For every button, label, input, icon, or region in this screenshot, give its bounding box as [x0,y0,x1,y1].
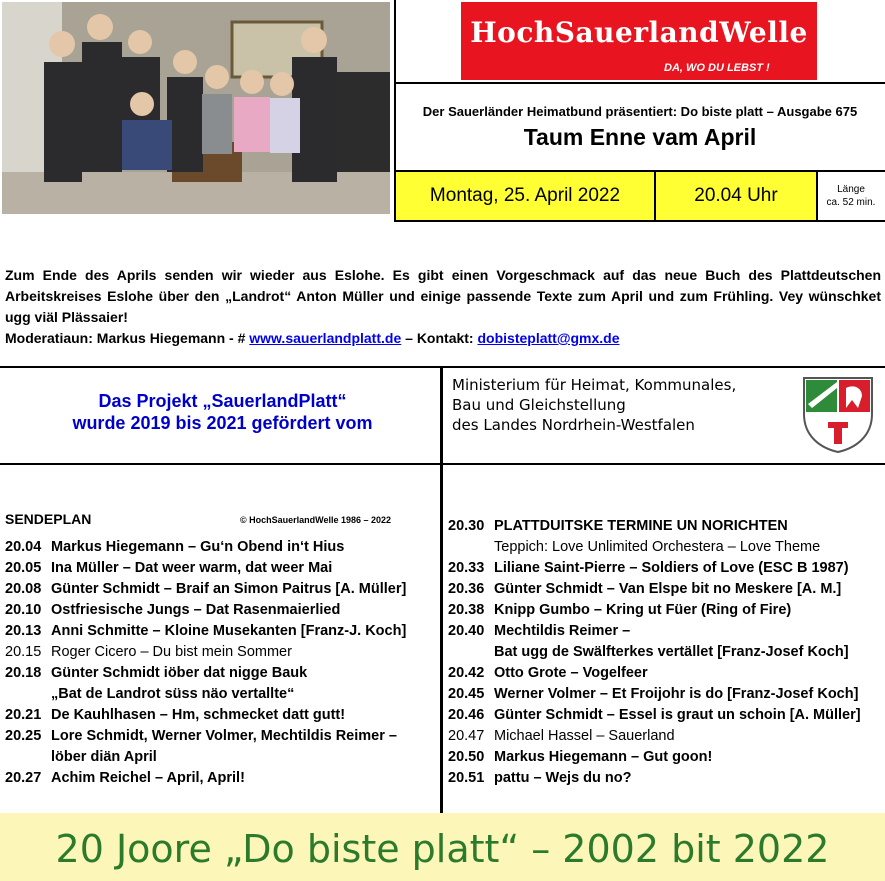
schedule-time: 20.38 [448,602,485,618]
schedule-row [448,621,861,642]
schedule-time: 20.36 [448,581,485,597]
schedule-item: Markus Hiegemann – Gut goon! [494,749,713,765]
logo-title: HochSauerlandWelle [470,16,808,49]
schedule-time: 20.27 [5,770,42,786]
nrw-coat-of-arms-icon [800,374,876,454]
schedule-time: 20.42 [448,665,485,681]
schedule-item: Markus Hiegemann – Gu‘n Obend in‘t Hius [51,539,345,555]
schedule-time: 20.04 [5,539,42,555]
vertical-divider-bottom [440,366,443,815]
broadcast-date-box [396,172,654,220]
broadcast-date: Montag, 25. April 2022 [429,185,621,206]
length-value: ca. 52 min. [826,197,876,208]
schedule-row [5,537,406,558]
horizontal-divider-logo [394,82,885,84]
schedule-row [5,747,406,768]
email-link[interactable]: dobisteplatt@gmx.de [477,330,620,346]
schedule-item: Anni Schmitte – Kloine Musekanten [Franz-J. Koch] [51,623,407,639]
schedule-row [5,768,406,789]
schedule-item: Werner Volmer – Et Froijohr is do [Franz-Josef Koch] [494,686,859,702]
length-label: Länge [837,184,865,195]
copyright-note: © HochSauerlandWelle 1986 – 2022 [240,515,392,525]
horizontal-divider-date [394,220,885,222]
schedule-item: pattu – Wejs du no? [494,770,632,786]
schedule-item: löber diän April [51,749,157,765]
ministry-name [452,375,782,435]
schedule-time: 20.05 [5,560,42,576]
schedule-item: Liliane Saint-Pierre – Soldiers of Love (ESC B 1987) [494,560,849,576]
schedule-time: 20.30 [448,518,485,534]
schedule-time: 20.50 [448,749,485,765]
footer-text: 20 Joore „Do biste platt“ – 2002 bit 2022 [55,827,830,871]
schedule-item: PLATTDUITSKE TERMINE UN NORICHTEN [494,518,788,534]
schedule-row [448,558,861,579]
schedule-item: Michael Hassel – Sauerland [494,728,675,744]
presents-line: Der Sauerländer Heimatbund präsentiert: Do biste platt – Ausgabe 675 [422,104,858,119]
schedule-row [448,747,861,768]
schedule-time: 20.47 [448,728,485,744]
intro-paragraph [5,265,881,349]
schedule-header: SENDEPLAN [5,511,92,527]
broadcast-time: 20.04 Uhr [694,185,778,206]
schedule-item: Roger Cicero – Du bist mein Sommer [51,644,292,660]
schedule-row [448,705,861,726]
contact-prefix: – Kontakt: [401,330,478,346]
project-line-1: Das Projekt „SauerlandPlatt“ [98,391,347,411]
project-funding-text [10,390,435,434]
schedule-row [5,600,406,621]
schedule-item: Ostfriesische Jungs – Dat Rasenmaierlied [51,602,341,618]
schedule-item: De Kauhlhasen – Hm, schmecket datt gutt! [51,707,346,723]
schedule-right-column [448,516,861,789]
schedule-item: Günter Schmidt – Essel is graut un schoin [A. Müller] [494,707,861,723]
logo-slogan: DA, WO DU LEBST ! [664,62,770,74]
schedule-row [5,642,406,663]
schedule-row [5,558,406,579]
schedule-time: 20.51 [448,770,485,786]
schedule-row [5,705,406,726]
schedule-row [448,663,861,684]
schedule-item: Günter Schmidt – Van Elspe bit no Meskere [A. M.] [494,581,842,597]
website-link[interactable]: www.sauerlandplatt.de [249,330,402,346]
schedule-row [448,579,861,600]
schedule-item: Knipp Gumbo – Kring ut Füer (Ring of Fire) [494,602,792,618]
schedule-item: Achim Reichel – April, April! [51,770,245,786]
schedule-time: 20.10 [5,602,42,618]
ministry-line-2: Bau und Gleichstellung [452,396,626,414]
schedule-time: 20.33 [448,560,485,576]
schedule-time: 20.46 [448,707,485,723]
schedule-row [448,537,861,558]
schedule-row [448,642,861,663]
schedule-item: Günter Schmidt – Braif an Simon Paitrus [A. Müller] [51,581,407,597]
schedule-row [448,726,861,747]
schedule-left-column [5,537,406,789]
schedule-item: Mechtildis Reimer – [494,623,631,639]
group-photo [2,2,390,214]
schedule-row [5,621,406,642]
schedule-row [448,768,861,789]
schedule-item: Otto Grote – Vogelfeer [494,665,648,681]
ministry-line-3: des Landes Nordrhein-Westfalen [452,416,695,434]
schedule-time: 20.13 [5,623,42,639]
ministry-line-1: Ministerium für Heimat, Kommunales, [452,376,737,394]
schedule-row [5,579,406,600]
schedule-time: 20.15 [5,644,42,660]
schedule-item: Teppich: Love Unlimited Orchestera – Love Theme [494,539,821,555]
schedule-row [448,516,861,537]
schedule-row [448,600,861,621]
moderation-prefix: Moderatiaun: Markus Hiegemann - # [5,330,250,346]
schedule-item: Ina Müller – Dat weer warm, dat weer Mai [51,560,333,576]
schedule-item: Günter Schmidt iöber dat nigge Bauk [51,665,308,681]
schedule-item: Lore Schmidt, Werner Volmer, Mechtildis Reimer – [51,728,397,744]
schedule-time: 20.25 [5,728,42,744]
schedule-item: Bat ugg de Swälfterkes vertället [Franz-Josef Koch] [494,644,849,660]
schedule-time: 20.08 [5,581,42,597]
show-title: Taum Enne vam April [523,124,757,150]
schedule-time: 20.21 [5,707,42,723]
schedule-time: 20.45 [448,686,485,702]
schedule-time: 20.18 [5,665,42,681]
schedule-time: 20.40 [448,623,485,639]
project-line-2: wurde 2019 bis 2021 gefördert vom [72,413,373,433]
broadcast-time-box [656,172,816,220]
schedule-item: „Bat de Landrot süss näo vertallte“ [51,686,295,702]
schedule-row [448,684,861,705]
intro-text: Zum Ende des Aprils senden wir wieder aus Eslohe. Es gibt einen Vorgeschmack auf das neue Buch des Plattdeutschen Arbeitskreises Eslohe über den „Landrot“ Anton Müller und einige passende Texte zum April und zum Frühling. Vey wünschket ugg viäl Plässaier! [5,267,881,325]
schedule-row [5,726,406,747]
schedule-row [5,684,406,705]
schedule-row [5,663,406,684]
length-info [818,183,884,209]
